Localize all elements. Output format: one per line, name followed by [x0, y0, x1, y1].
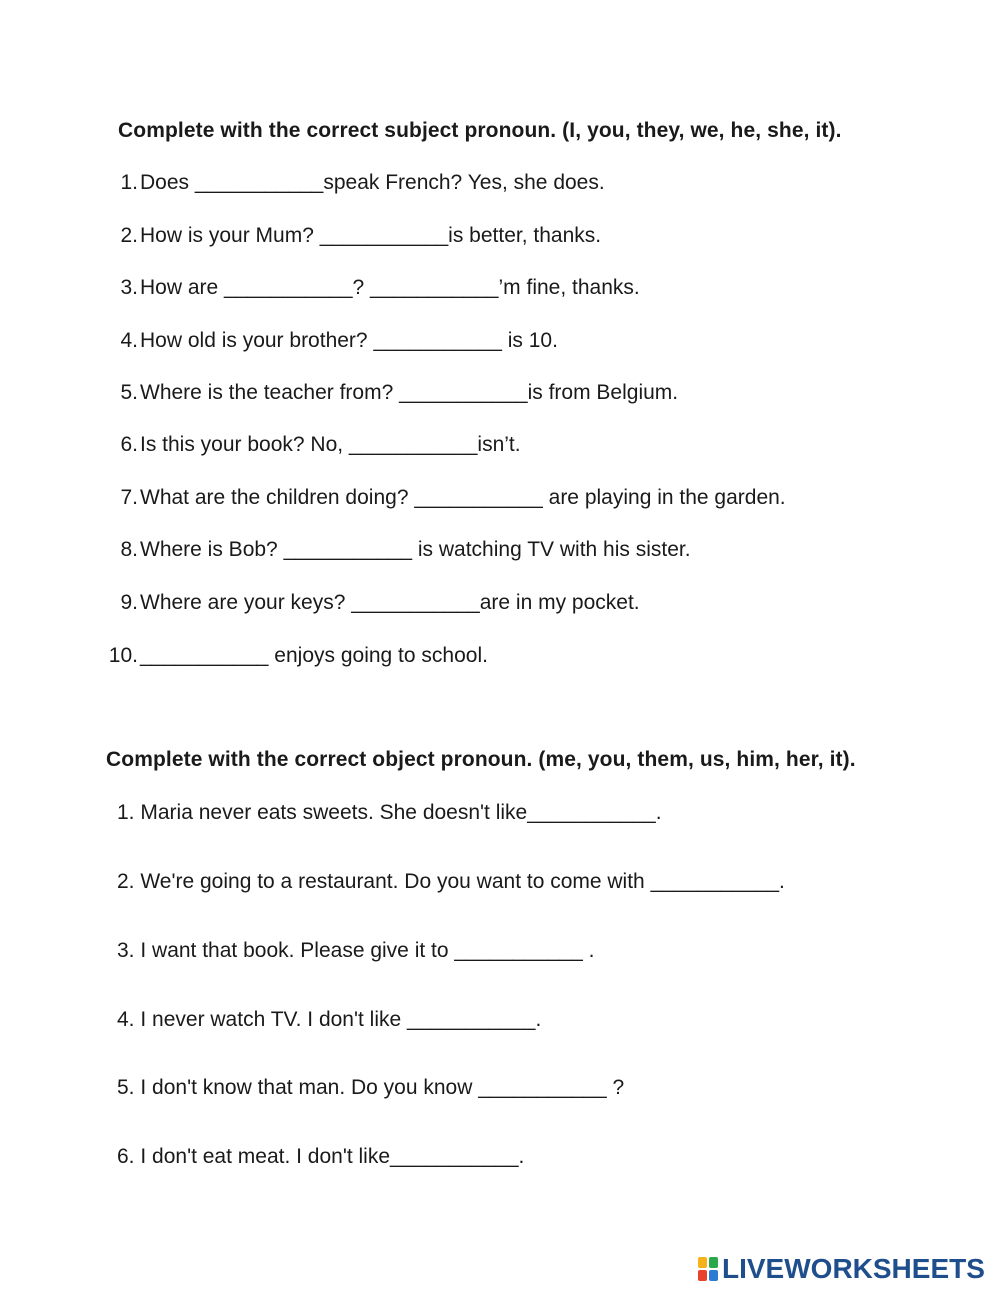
item-text: ___________ enjoys going to school.	[140, 644, 488, 667]
item-text: How are ___________? ___________’m fine, thanks.	[140, 276, 640, 299]
item-text: Where is Bob? ___________ is watching TV with his sister.	[140, 538, 691, 561]
item-number: 9.	[120, 591, 138, 614]
section-2-heading: Complete with the correct object pronoun. (me, you, them, us, him, her, it).	[106, 748, 856, 771]
subject-item-6	[110, 433, 910, 457]
liveworksheets-logo[interactable]	[698, 1255, 985, 1283]
subject-item-1	[110, 171, 910, 195]
subject-item-4	[110, 329, 910, 353]
subject-item-2	[110, 224, 910, 248]
item-number: 6.	[120, 433, 138, 456]
item-text: Does ___________speak French? Yes, she does.	[140, 171, 605, 194]
object-item-6	[117, 1145, 524, 1169]
item-number: 7.	[120, 486, 138, 509]
subject-item-10	[110, 644, 910, 668]
item-text: How is your Mum? ___________is better, thanks.	[140, 224, 602, 247]
object-item-3	[117, 939, 595, 963]
item-text: I don't eat meat. I don't like___________.	[140, 1145, 525, 1168]
item-number: 2.	[117, 870, 141, 893]
item-number: 6.	[117, 1145, 141, 1168]
item-text: Is this your book? No, ___________isn’t.	[140, 433, 521, 456]
item-text: I never watch TV. I don't like ___________.	[140, 1008, 542, 1031]
subject-item-9	[110, 591, 910, 615]
item-text: What are the children doing? ___________ are playing in the garden.	[140, 486, 786, 509]
item-text: We're going to a restaurant. Do you want to come with ___________.	[140, 870, 785, 893]
logo-square	[709, 1270, 718, 1281]
logo-square	[709, 1257, 718, 1268]
item-number: 10.	[108, 644, 138, 667]
section-1-heading: Complete with the correct subject pronoun. (I, you, they, we, he, she, it).	[118, 119, 842, 142]
item-number: 3.	[120, 276, 138, 299]
item-text: Where are your keys? ___________are in my pocket.	[140, 591, 640, 614]
item-number: 1.	[117, 801, 141, 824]
item-text: Maria never eats sweets. She doesn't like___________.	[140, 801, 662, 824]
subject-item-5	[110, 381, 910, 405]
subject-item-7	[110, 486, 910, 510]
object-item-4	[117, 1008, 541, 1032]
object-item-1	[117, 801, 662, 825]
subject-item-8	[110, 538, 910, 562]
subject-item-3	[110, 276, 910, 300]
item-text: I don't know that man. Do you know ___________ ?	[140, 1076, 625, 1099]
object-item-2	[117, 870, 785, 894]
liveworksheets-logo-icon	[698, 1257, 718, 1281]
item-number: 8.	[120, 538, 138, 561]
item-number: 5.	[120, 381, 138, 404]
item-text: I want that book. Please give it to ___________ .	[140, 939, 595, 962]
item-number: 5.	[117, 1076, 141, 1099]
item-number: 4.	[120, 329, 138, 352]
item-text: How old is your brother? ___________ is 10.	[140, 329, 558, 352]
item-number: 1.	[120, 171, 138, 194]
item-number: 3.	[117, 939, 141, 962]
logo-square	[698, 1257, 707, 1268]
logo-text: LIVEWORKSHEETS	[722, 1253, 985, 1284]
logo-square	[698, 1270, 707, 1281]
item-number: 4.	[117, 1008, 141, 1031]
item-number: 2.	[120, 224, 138, 247]
item-text: Where is the teacher from? ___________is from Belgium.	[140, 381, 679, 404]
object-item-5	[117, 1076, 624, 1100]
